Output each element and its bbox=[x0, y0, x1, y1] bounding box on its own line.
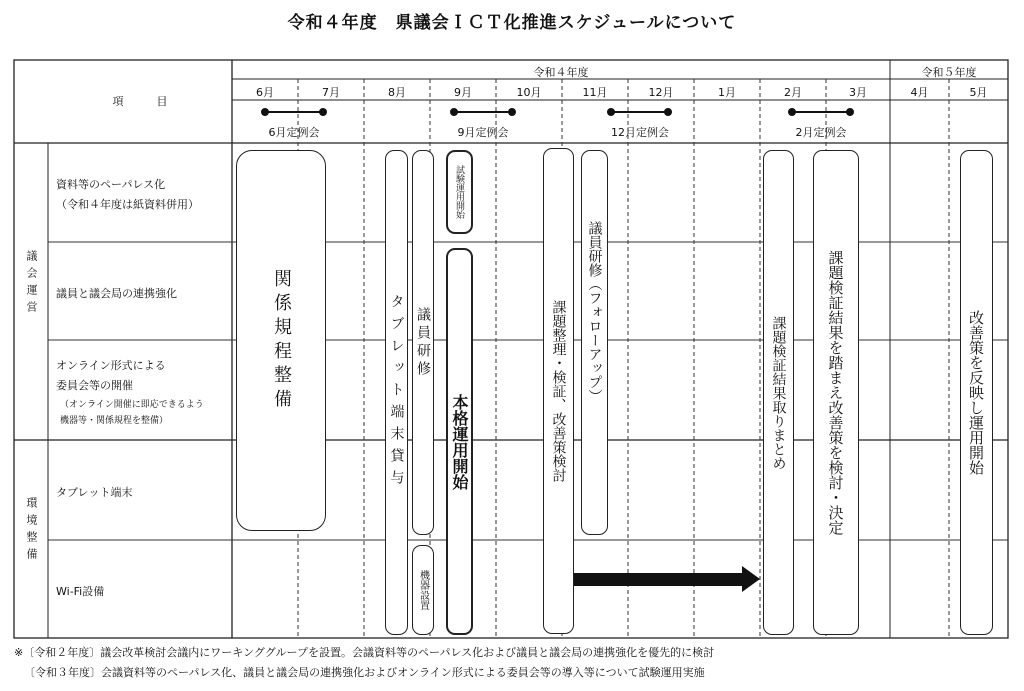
year-r4: 令和４年度 bbox=[533, 66, 589, 79]
row-label: 議員と議会局の連携強化 bbox=[56, 287, 177, 300]
row-label: オンライン形式による bbox=[56, 359, 166, 372]
month-label: 10月 bbox=[516, 86, 542, 99]
session-label: 6月定例会 bbox=[268, 126, 320, 139]
row-label-sub: 機器等・関係規程を整備） bbox=[60, 416, 169, 426]
row-label-sub: （オンライン開催に即応できるよう bbox=[60, 400, 204, 410]
wifi-arrow bbox=[574, 566, 760, 592]
month-label: 1月 bbox=[718, 86, 736, 99]
year-r5: 令和５年度 bbox=[921, 66, 977, 79]
page-title: 令和４年度 県議会ＩＣＴ化推進スケジュールについて bbox=[287, 13, 737, 33]
box-shiken-unyo: 試験運用開始 bbox=[446, 150, 473, 234]
box-hanei: 改善策を反映し運用開始 bbox=[960, 150, 993, 635]
category-environment: 環境整備 bbox=[25, 497, 38, 565]
session-label: 12月定例会 bbox=[611, 126, 669, 139]
month-label: 11月 bbox=[582, 86, 608, 99]
row-label: 委員会等の開催 bbox=[56, 379, 133, 392]
row-label-sub: （令和４年度は紙資料併用） bbox=[56, 198, 199, 211]
box-honkaku-unyo: 本格運用開始 bbox=[446, 248, 473, 635]
month-label: 6月 bbox=[256, 86, 274, 99]
month-label: 3月 bbox=[849, 86, 867, 99]
month-label: 8月 bbox=[388, 86, 406, 99]
month-label: 12月 bbox=[648, 86, 674, 99]
month-label: 9月 bbox=[454, 86, 472, 99]
item-header: 項 目 bbox=[112, 95, 168, 108]
row-label: タブレット端末 bbox=[56, 486, 133, 499]
month-label: 5月 bbox=[969, 86, 988, 99]
note-r2: ※〔令和２年度〕議会改革検討会議内にワーキンググループを設置。会議資料等のペーパレス化および議員と議会局の連携強化を優先的に検討 bbox=[14, 646, 715, 659]
session-label: 9月定例会 bbox=[457, 126, 509, 139]
box-kankei-kitei: 関係規程整備 bbox=[236, 150, 326, 531]
box-follow-up: 議員研修（フォローアップ） bbox=[581, 150, 608, 535]
box-torimatome: 課題検証結果取りまとめ bbox=[763, 150, 794, 635]
session-label: 2月定例会 bbox=[795, 126, 847, 139]
box-tablet-taiyo: タブレット端末貸与 bbox=[385, 150, 408, 635]
category-assembly: 議会運営 bbox=[25, 250, 38, 318]
box-giin-kenshu: 議員研修 bbox=[412, 150, 434, 535]
box-kadai-seiri: 課題整理・検証、改善策検討 bbox=[543, 148, 574, 634]
month-label: 2月 bbox=[784, 86, 802, 99]
note-r3: 〔令和３年度〕会議資料等のペーパレス化、議員と議会局の連携強化およびオンライン形式による委員会等の導入等について試験運用実施 bbox=[24, 666, 705, 679]
box-kiki-secchi: 機器設置 bbox=[412, 545, 434, 635]
row-label: Wi-Fi設備 bbox=[56, 585, 105, 598]
box-kettei: 課題検証結果を踏まえ改善策を検討・決定 bbox=[813, 150, 859, 635]
month-label: 7月 bbox=[322, 86, 340, 99]
month-label: 4月 bbox=[910, 86, 929, 99]
row-label: 資料等のペーパレス化 bbox=[56, 178, 166, 191]
